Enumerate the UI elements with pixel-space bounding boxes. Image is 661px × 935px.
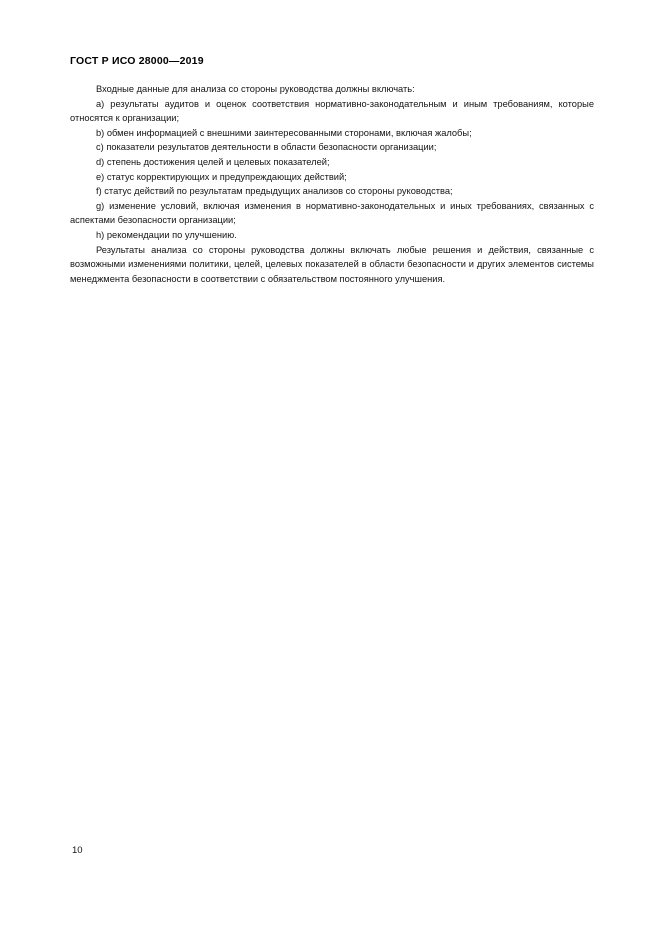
- page-number: 10: [72, 845, 83, 856]
- paragraph: d) степень достижения целей и целевых показателей;: [96, 156, 330, 167]
- paragraph: c) показатели результатов деятельности в области безопасности организации;: [96, 142, 437, 153]
- document-body: [70, 82, 594, 286]
- paragraph: e) статус корректирующих и предупреждающих действий;: [96, 171, 347, 182]
- paragraph: b) обмен информацией с внешними заинтересованными сторонами, включая жалобы;: [96, 127, 472, 138]
- paragraph: f) статус действий по результатам предыдущих анализов со стороны руководства;: [96, 186, 453, 197]
- paragraph: Входные данные для анализа со стороны руководства должны включать:: [96, 84, 415, 94]
- paragraph: Результаты анализа со стороны руководства должны включать любые решения и действия, связанные с возможными изменениями политики, целей, целевых показателей в области безопасности и других элементов системы менеджмента безопасности в соответствии с обязательством постоянного улучшения.: [70, 244, 594, 284]
- paragraph: g) изменение условий, включая изменения в нормативно-законодательных и иных требованиях, связанных с аспектами безопасности организации;: [70, 200, 594, 226]
- paragraph: h) рекомендации по улучшению.: [96, 229, 237, 240]
- paragraph: a) результаты аудитов и оценок соответствия нормативно-законодательным и иным требованиям, которые относятся к организации;: [70, 98, 594, 124]
- document-header: ГОСТ Р ИСО 28000—2019: [70, 55, 204, 67]
